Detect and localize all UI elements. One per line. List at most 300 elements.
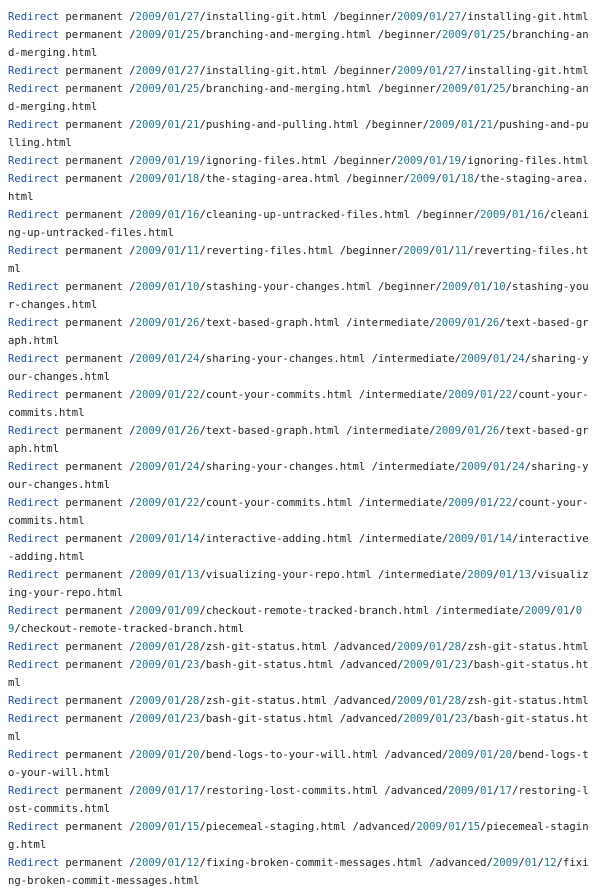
target-path-part: /installing-git.html [461, 65, 589, 77]
source-path-part: / [180, 83, 187, 95]
target-path-part: /branching-and-merging.html [8, 29, 589, 59]
redirect-keyword: Redirect [8, 425, 60, 437]
source-path-part: / [129, 11, 136, 23]
source-path-part: 01 [167, 605, 181, 617]
target-path-part: / [486, 83, 493, 95]
target-path-part: / [486, 29, 493, 41]
target-path-part: / [454, 119, 461, 131]
target-path-part: / [441, 695, 449, 707]
target-path-part: 2009 [435, 317, 461, 329]
redirect-keyword: Redirect [8, 353, 60, 365]
target-path-part: / [486, 281, 493, 293]
target-path-part: 2009 [448, 389, 474, 401]
target-path-part: 2009 [403, 659, 430, 671]
source-path-part: 2009 [135, 317, 162, 329]
source-path-part: 24 [186, 461, 200, 473]
target-path-part: /branching-and-merging.html [8, 83, 589, 113]
source-path-part: / [161, 857, 168, 869]
redirect-status: permanent [65, 29, 123, 41]
source-path-part: 21 [186, 119, 200, 131]
source-path-part: 01 [167, 713, 181, 725]
target-path-part: / [473, 785, 481, 797]
source-path-part: 01 [167, 533, 181, 545]
redirect-rules-listing [8, 8, 592, 890]
source-path-part: /visualizing-your-repo.html [199, 569, 372, 581]
source-path-part: 18 [186, 173, 200, 185]
source-path-part: 11 [186, 245, 200, 257]
source-path-part: 17 [186, 785, 200, 797]
target-path-part: 01 [429, 155, 442, 167]
redirect-keyword: Redirect [8, 173, 60, 185]
source-path-part: / [129, 281, 136, 293]
redirect-keyword: Redirect [8, 821, 60, 833]
source-path-part: 13 [186, 569, 200, 581]
source-path-part: 19 [186, 155, 200, 167]
source-path-part: / [180, 11, 187, 23]
source-path-part: 20 [186, 749, 200, 761]
redirect-keyword: Redirect [8, 857, 60, 869]
target-path-part: /text-based-graph.html [8, 317, 589, 347]
target-path-part: 01 [429, 641, 442, 653]
source-path-part: / [161, 119, 168, 131]
source-path-part: /stashing-your-changes.html [199, 281, 372, 293]
target-path-part: 01 [473, 281, 487, 293]
source-path-part: 01 [167, 461, 181, 473]
target-path-part: / [492, 533, 500, 545]
target-path-part: / [537, 857, 544, 869]
source-path-part: 2009 [135, 659, 162, 671]
target-path-part: 28 [448, 695, 461, 707]
redirect-keyword: Redirect [8, 569, 60, 581]
target-path-part: 01 [492, 353, 506, 365]
source-path-part: / [180, 605, 187, 617]
source-path-part: 2009 [135, 65, 162, 77]
source-path-part: 2009 [135, 119, 162, 131]
source-path-part: /reverting-files.html [199, 245, 334, 257]
source-path-part: / [180, 713, 187, 725]
target-path-part: /intermediate/ [346, 425, 436, 437]
redirect-status: permanent [65, 389, 123, 401]
redirect-rule-line [8, 530, 592, 566]
source-path-part: 24 [186, 353, 200, 365]
source-path-part: / [161, 749, 168, 761]
target-path-part: 2009 [480, 209, 506, 221]
target-path-part: /restoring-lost-commits.html [8, 785, 589, 815]
redirect-status: permanent [65, 65, 123, 77]
target-path-part: / [473, 749, 481, 761]
source-path-part: /fixing-broken-commit-messages.html [199, 857, 423, 869]
source-path-part: / [161, 461, 168, 473]
redirect-status: permanent [65, 569, 123, 581]
target-path-part: /sharing-your-changes.html [8, 461, 589, 491]
source-path-part: 2009 [135, 353, 162, 365]
target-path-part: / [492, 785, 500, 797]
source-path-part: /branching-and-merging.html [199, 29, 372, 41]
target-path-part: 2009 [397, 11, 423, 23]
target-path-part: / [460, 425, 468, 437]
source-path-part: / [161, 497, 168, 509]
source-path-part: 01 [167, 569, 181, 581]
redirect-keyword: Redirect [8, 29, 60, 41]
redirect-rule-line [8, 386, 592, 422]
target-path-part: /advanced/ [352, 821, 417, 833]
target-path-part: 01 [448, 821, 461, 833]
target-path-part: 11 [454, 245, 468, 257]
target-path-part: 2009 [397, 155, 423, 167]
source-path-part: / [129, 749, 136, 761]
redirect-rule-line [8, 350, 592, 386]
source-path-part: / [161, 317, 168, 329]
target-path-part: / [422, 641, 430, 653]
target-path-part: 12 [543, 857, 557, 869]
target-path-part: 22 [499, 497, 513, 509]
source-path-part: / [161, 245, 168, 257]
target-path-part: 2009 [441, 83, 468, 95]
source-path-part: /bend-logs-to-your-will.html [199, 749, 379, 761]
source-path-part: 01 [167, 821, 181, 833]
source-path-part: 01 [167, 83, 181, 95]
redirect-status: permanent [65, 857, 123, 869]
target-path-part: /reverting-files.html [8, 245, 589, 275]
source-path-part: 01 [167, 155, 181, 167]
target-path-part: /fixing-broken-commit-messages.html [8, 857, 589, 887]
source-path-part: 2009 [135, 425, 162, 437]
target-path-part: / [492, 497, 500, 509]
target-path-part: 01 [473, 83, 487, 95]
target-path-part: / [460, 821, 468, 833]
source-path-part: /text-based-graph.html [199, 425, 340, 437]
source-path-part: / [180, 155, 187, 167]
source-path-part: / [180, 209, 187, 221]
source-path-part: 14 [186, 533, 200, 545]
target-path-part: /beginner/ [339, 245, 404, 257]
redirect-status: permanent [65, 155, 123, 167]
target-path-part: /intermediate/ [435, 605, 525, 617]
redirect-keyword: Redirect [8, 749, 60, 761]
redirect-keyword: Redirect [8, 389, 60, 401]
source-path-part: 2009 [135, 641, 162, 653]
source-path-part: 22 [186, 497, 200, 509]
redirect-rule-line [8, 638, 592, 656]
redirect-rule-line [8, 314, 592, 350]
target-path-part: 01 [429, 11, 442, 23]
source-path-part: / [161, 281, 168, 293]
redirect-status: permanent [65, 713, 123, 725]
target-path-part: 2009 [403, 713, 430, 725]
source-path-part: / [129, 641, 136, 653]
target-path-part: 01 [480, 497, 493, 509]
redirect-status: permanent [65, 209, 123, 221]
target-path-part: 24 [512, 461, 525, 473]
redirect-keyword: Redirect [8, 785, 60, 797]
target-path-part: 2009 [409, 173, 436, 185]
redirect-rule-line [8, 170, 592, 206]
source-path-part: / [129, 497, 136, 509]
source-path-part: 09 [186, 605, 200, 617]
target-path-part: 01 [480, 389, 493, 401]
source-path-part: / [161, 425, 168, 437]
source-path-part: / [129, 857, 136, 869]
redirect-rule-line [8, 80, 592, 116]
redirect-keyword: Redirect [8, 605, 60, 617]
redirect-rule-line [8, 566, 592, 602]
target-path-part: 25 [492, 83, 506, 95]
target-path-part: /pushing-and-pulling.html [8, 119, 589, 149]
source-path-part: / [180, 695, 187, 707]
redirect-status: permanent [65, 659, 123, 671]
source-path-part: / [129, 119, 136, 131]
target-path-part: / [550, 605, 557, 617]
target-path-part: /advanced/ [333, 641, 398, 653]
source-path-part: 28 [186, 695, 200, 707]
source-path-part: / [129, 353, 136, 365]
target-path-part: /intermediate/ [378, 569, 468, 581]
redirect-keyword: Redirect [8, 119, 60, 131]
redirect-rule-line [8, 152, 592, 170]
source-path-part: 2009 [135, 389, 162, 401]
target-path-part: /cleaning-up-untracked-files.html [8, 209, 589, 239]
redirect-status: permanent [65, 425, 123, 437]
source-path-part: / [129, 209, 136, 221]
target-path-part: /advanced/ [384, 749, 449, 761]
source-path-part: / [129, 317, 136, 329]
redirect-keyword: Redirect [8, 659, 60, 671]
target-path-part: 09 [8, 605, 583, 635]
source-path-part: / [161, 641, 168, 653]
source-path-part: 15 [186, 821, 200, 833]
target-path-part: /beginner/ [378, 83, 442, 95]
source-path-part: 2009 [135, 29, 162, 41]
target-path-part: 2009 [460, 353, 487, 365]
redirect-status: permanent [65, 11, 123, 23]
target-path-part: /bend-logs-to-your-will.html [8, 749, 589, 779]
target-path-part: / [467, 29, 474, 41]
target-path-part: 2009 [397, 641, 423, 653]
target-path-part: / [422, 695, 430, 707]
redirect-rule-line [8, 422, 592, 458]
redirect-status: permanent [65, 317, 123, 329]
source-path-part: 2009 [135, 569, 162, 581]
source-path-part: / [180, 497, 187, 509]
target-path-part: 14 [499, 533, 513, 545]
source-path-part: / [129, 605, 136, 617]
source-path-part: / [180, 641, 187, 653]
target-path-part: / [467, 281, 474, 293]
target-path-part: /advanced/ [339, 713, 404, 725]
source-path-part: 2009 [135, 785, 162, 797]
target-path-part: 13 [518, 569, 532, 581]
source-path-part: / [161, 29, 168, 41]
target-path-part: / [448, 245, 455, 257]
redirect-status: permanent [65, 695, 123, 707]
source-path-part: / [161, 605, 168, 617]
redirect-rule-line [8, 62, 592, 80]
source-path-part: 23 [186, 659, 200, 671]
redirect-keyword: Redirect [8, 155, 60, 167]
redirect-status: permanent [65, 83, 123, 95]
target-path-part: 01 [467, 317, 481, 329]
target-path-part: /zsh-git-status.html [461, 695, 589, 707]
source-path-part: 01 [167, 659, 181, 671]
source-path-part: / [129, 65, 136, 77]
target-path-part: 2009 [448, 497, 474, 509]
target-path-part: 01 [556, 605, 570, 617]
source-path-part: / [161, 353, 168, 365]
source-path-part: / [161, 65, 168, 77]
source-path-part: 01 [167, 749, 181, 761]
redirect-keyword: Redirect [8, 533, 60, 545]
source-path-part: / [180, 119, 187, 131]
target-path-part: / [429, 713, 436, 725]
target-path-part: 27 [448, 65, 461, 77]
target-path-part: /ignoring-files.html [461, 155, 589, 167]
target-path-part: /count-your-commits.html [8, 497, 589, 527]
source-path-part: / [180, 857, 187, 869]
source-path-part: / [129, 461, 136, 473]
target-path-part: 2009 [435, 425, 461, 437]
target-path-part: / [505, 353, 513, 365]
target-path-part: 01 [435, 713, 449, 725]
target-path-part: / [505, 461, 513, 473]
source-path-part: 2009 [135, 245, 162, 257]
source-path-part: / [180, 317, 187, 329]
source-path-part: / [161, 569, 168, 581]
target-path-part: / [454, 173, 461, 185]
target-path-part: /the-staging-area.html [8, 173, 589, 203]
redirect-rule-line [8, 710, 592, 746]
source-path-part: 2009 [135, 749, 162, 761]
target-path-part: 24 [512, 353, 525, 365]
source-path-part: /text-based-graph.html [199, 317, 340, 329]
redirect-rule-line [8, 116, 592, 152]
redirect-rule-line [8, 278, 592, 314]
target-path-part: 2009 [524, 605, 551, 617]
source-path-part: 26 [186, 317, 200, 329]
target-path-part: / [460, 317, 468, 329]
target-path-part: / [429, 659, 436, 671]
source-path-part: 22 [186, 389, 200, 401]
target-path-part: 01 [492, 461, 506, 473]
target-path-part: / [473, 533, 481, 545]
target-path-part: 2009 [397, 695, 423, 707]
source-path-part: / [129, 533, 136, 545]
source-path-part: /sharing-your-changes.html [199, 353, 366, 365]
target-path-part: /count-your-commits.html [8, 389, 589, 419]
redirect-status: permanent [65, 461, 123, 473]
source-path-part: / [180, 425, 187, 437]
redirect-status: permanent [65, 605, 123, 617]
redirect-status: permanent [65, 353, 123, 365]
source-path-part: 2009 [135, 209, 162, 221]
redirect-keyword: Redirect [8, 317, 60, 329]
target-path-part: 17 [499, 785, 513, 797]
target-path-part: / [505, 209, 512, 221]
target-path-part: /text-based-graph.html [8, 425, 589, 455]
redirect-keyword: Redirect [8, 713, 60, 725]
target-path-part: 2009 [448, 533, 474, 545]
target-path-part: /intermediate/ [358, 533, 449, 545]
source-path-part: 01 [167, 497, 181, 509]
source-path-part: / [161, 695, 168, 707]
source-path-part: /bash-git-status.html [199, 713, 334, 725]
target-path-part: /piecemeal-staging.html [8, 821, 589, 851]
source-path-part: / [180, 245, 187, 257]
target-path-part: /advanced/ [339, 659, 404, 671]
redirect-rule-line [8, 494, 592, 530]
target-path-part: /beginner/ [378, 281, 442, 293]
source-path-part: 2009 [135, 461, 162, 473]
redirect-keyword: Redirect [8, 695, 60, 707]
redirect-rule-line [8, 26, 592, 62]
target-path-part: /beginner/ [333, 65, 398, 77]
target-path-part: / [422, 65, 430, 77]
target-path-part: / [492, 749, 500, 761]
target-path-part: / [429, 245, 436, 257]
source-path-part: / [161, 821, 168, 833]
target-path-part: 2009 [492, 857, 519, 869]
source-path-part: / [180, 659, 187, 671]
source-path-part: /zsh-git-status.html [199, 641, 327, 653]
target-path-part: 01 [441, 173, 455, 185]
redirect-rule-line [8, 818, 592, 854]
source-path-part: / [180, 29, 187, 41]
target-path-part: 01 [480, 749, 493, 761]
target-path-part: / [441, 155, 449, 167]
target-path-part: 01 [499, 569, 513, 581]
source-path-part: 2009 [135, 83, 162, 95]
source-path-part: 01 [167, 173, 181, 185]
source-path-part: / [129, 425, 136, 437]
source-path-part: / [161, 173, 168, 185]
source-path-part: / [161, 155, 168, 167]
target-path-part: 2009 [416, 821, 442, 833]
redirect-keyword: Redirect [8, 11, 60, 23]
source-path-part: 25 [186, 29, 200, 41]
target-path-part: 01 [512, 209, 525, 221]
target-path-part: / [512, 569, 519, 581]
source-path-part: /zsh-git-status.html [199, 695, 327, 707]
redirect-keyword: Redirect [8, 497, 60, 509]
target-path-part: /bash-git-status.html [8, 659, 589, 689]
redirect-status: permanent [65, 749, 123, 761]
target-path-part: / [441, 65, 449, 77]
source-path-part: 01 [167, 281, 181, 293]
redirect-rule-line [8, 602, 592, 638]
target-path-part: 2009 [467, 569, 493, 581]
redirect-rule-line [8, 692, 592, 710]
target-path-part: 20 [499, 749, 513, 761]
source-path-part: / [180, 281, 187, 293]
source-path-part: 2009 [135, 11, 162, 23]
target-path-part: 2009 [397, 65, 423, 77]
target-path-part: / [448, 713, 455, 725]
source-path-part: 27 [186, 11, 200, 23]
source-path-part: / [129, 785, 136, 797]
target-path-part: / [486, 461, 493, 473]
source-path-part: / [180, 749, 187, 761]
source-path-part: /checkout-remote-tracked-branch.html [199, 605, 430, 617]
target-path-part: 2009 [448, 785, 474, 797]
source-path-part: / [129, 29, 136, 41]
target-path-part: /interactive-adding.html [8, 533, 589, 563]
source-path-part: / [161, 83, 168, 95]
source-path-part: 28 [186, 641, 200, 653]
source-path-part: 01 [167, 695, 181, 707]
target-path-part: /beginner/ [333, 11, 398, 23]
redirect-rule-line [8, 656, 592, 692]
source-path-part: 2009 [135, 713, 162, 725]
source-path-part: 01 [167, 317, 181, 329]
